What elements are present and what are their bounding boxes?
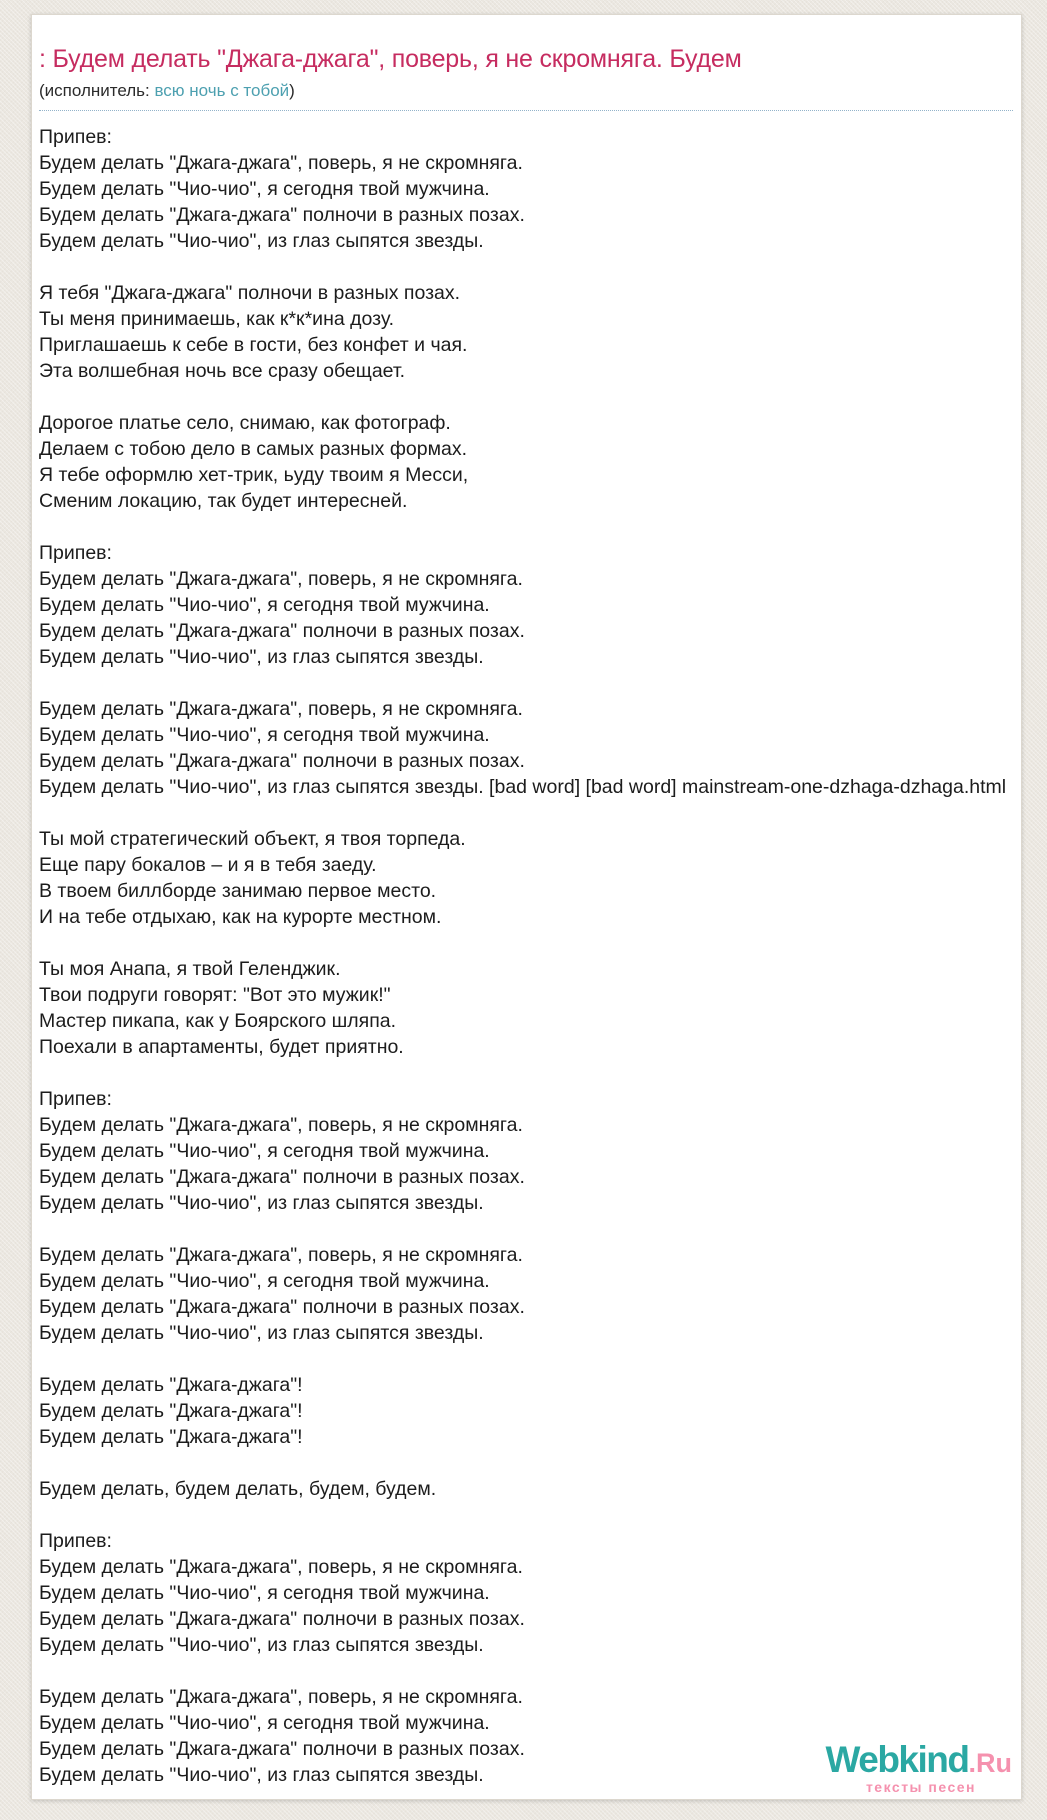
lyric-line: Будем делать "Джага-джага" полночи в разных позах. <box>39 1296 525 1318</box>
lyric-line: Будем делать "Джага-джага", поверь, я не скромняга. <box>39 568 523 590</box>
lyric-line: Мастер пикапа, как у Боярского шляпа. <box>39 1010 397 1032</box>
artist-label: (исполнитель: <box>39 81 155 100</box>
lyric-line: Будем делать "Джага-джага", поверь, я не скромняга. <box>39 1114 523 1136</box>
stanza <box>39 124 1013 254</box>
lyric-line: Будем делать "Джага-джага", поверь, я не скромняга. <box>39 1556 523 1578</box>
lyric-line: Будем делать "Джага-джага"! <box>39 1426 303 1448</box>
lyric-line: Будем делать "Джага-джага", поверь, я не скромняга. <box>39 152 523 174</box>
lyric-line: Ты меня принимаешь, как к*к*ина дозу. <box>39 308 395 330</box>
lyric-line: Эта волшебная ночь все сразу обещает. <box>39 360 406 382</box>
lyric-line: Будем делать "Джага-джага", поверь, я не скромняга. <box>39 698 523 720</box>
lyric-line: Будем делать "Чио-чио", я сегодня твой мужчина. <box>39 1270 490 1292</box>
stanza <box>39 280 1013 384</box>
lyric-line: Будем делать "Джага-джага"! <box>39 1374 303 1396</box>
stanza <box>39 1372 1013 1450</box>
lyric-line: Будем делать "Джага-джага", поверь, я не скромняга. <box>39 1244 523 1266</box>
lyric-line: Поехали в апартаменты, будет приятно. <box>39 1036 404 1058</box>
lyric-line: Будем делать "Чио-чио", я сегодня твой мужчина. <box>39 594 490 616</box>
lyric-line: Сменим локацию, так будет интересней. <box>39 490 408 512</box>
lyric-line: Будем делать "Джага-джага" полночи в разных позах. <box>39 1166 525 1188</box>
artist-line <box>39 81 1013 111</box>
logo-tagline: тексты песен <box>865 1779 976 1795</box>
lyric-line: Будем делать "Джага-джага" полночи в разных позах. <box>39 620 525 642</box>
lyric-line: Будем делать "Чио-чио", я сегодня твой мужчина. <box>39 178 490 200</box>
lyric-line: Приглашаешь к себе в гости, без конфет и чая. <box>39 334 468 356</box>
content-card <box>31 14 1022 1800</box>
logo-ru-text: .Ru <box>968 1748 1012 1778</box>
stanza <box>39 1242 1013 1346</box>
lyric-line: Припев: <box>39 1530 112 1552</box>
lyric-line: В твоем биллборде занимаю первое место. <box>39 880 437 902</box>
lyric-line: Будем делать "Чио-чио", я сегодня твой мужчина. <box>39 724 490 746</box>
logo-webkind-text: Webkind <box>825 1739 969 1780</box>
lyric-line: Будем делать "Чио-чио", из глаз сыпятся звезды. <box>39 646 484 668</box>
lyric-line: Припев: <box>39 126 112 148</box>
lyric-line: Ты мой стратегический объект, я твоя торпеда. <box>39 828 466 850</box>
lyric-line: Я тебе оформлю хет-трик, ьуду твоим я Месси, <box>39 464 469 486</box>
lyric-line: Припев: <box>39 1088 112 1110</box>
lyric-line: Будем делать "Чио-чио", я сегодня твой мужчина. <box>39 1582 490 1604</box>
lyric-line: Припев: <box>39 542 112 564</box>
lyric-line: Будем делать "Чио-чио", из глаз сыпятся звезды. <box>39 1322 484 1344</box>
lyric-line: Будем делать "Чио-чио", из глаз сыпятся звезды. <box>39 1634 484 1656</box>
lyric-line: Твои подруги говорят: "Вот это мужик!" <box>39 984 391 1006</box>
stanza <box>39 1086 1013 1216</box>
stanza <box>39 1476 1013 1502</box>
artist-close-paren: ) <box>289 81 295 100</box>
lyric-line: Будем делать "Джага-джага" полночи в разных позах. <box>39 1608 525 1630</box>
stanza <box>39 696 1013 800</box>
lyric-line: Будем делать "Чио-чио", из глаз сыпятся звезды. <box>39 1192 484 1214</box>
stanza <box>39 540 1013 670</box>
stanza <box>39 956 1013 1060</box>
webkind-logo[interactable] <box>820 1739 1013 1795</box>
stanza <box>39 1528 1013 1658</box>
lyric-line: Будем делать "Джага-джага", поверь, я не скромняга. <box>39 1686 523 1708</box>
lyric-line: Будем делать "Джага-джага"! <box>39 1400 303 1422</box>
lyric-line: Будем делать "Чио-чио", из глаз сыпятся звезды. <box>39 1764 484 1786</box>
stanza <box>39 410 1013 514</box>
content-area <box>32 45 1021 1800</box>
page-title: : Будем делать "Джага-джага", поверь, я не скромняга. Будем <box>39 45 742 73</box>
lyric-line: Дорогое платье село, снимаю, как фотограф. <box>39 412 451 434</box>
lyric-line: Будем делать "Чио-чио", из глаз сыпятся звезды. <box>39 230 484 252</box>
lyric-line: Будем делать, будем делать, будем, будем. <box>39 1478 437 1500</box>
stanza <box>39 826 1013 930</box>
lyric-line: Будем делать "Чио-чио", я сегодня твой мужчина. <box>39 1712 490 1734</box>
lyric-line: Ты моя Анапа, я твой Геленджик. <box>39 958 341 980</box>
lyrics-block <box>39 124 1013 1800</box>
lyric-line: Будем делать "Джага-джага" полночи в разных позах. <box>39 1738 525 1760</box>
lyric-line: Я тебя "Джага-джага" полночи в разных позах. <box>39 282 461 304</box>
lyric-line: И на тебе отдыхаю, как на курорте местном. <box>39 906 442 928</box>
lyric-line: Будем делать "Джага-джага" полночи в разных позах. <box>39 750 525 772</box>
lyric-line: Будем делать "Джага-джага" полночи в разных позах. <box>39 204 525 226</box>
lyric-line: Делаем с тобою дело в самых разных формах. <box>39 438 467 460</box>
lyric-line: Будем делать "Чио-чио", я сегодня твой мужчина. <box>39 1140 490 1162</box>
artist-link[interactable]: всю ночь с тобой <box>154 81 290 100</box>
lyric-line: Будем делать "Чио-чио", из глаз сыпятся звезды. [bad word] [bad word] mainstream-one-dzhaga-dzhaga.html <box>39 776 1007 798</box>
lyric-line: Еще пару бокалов – и я в тебя заеду. <box>39 854 377 876</box>
